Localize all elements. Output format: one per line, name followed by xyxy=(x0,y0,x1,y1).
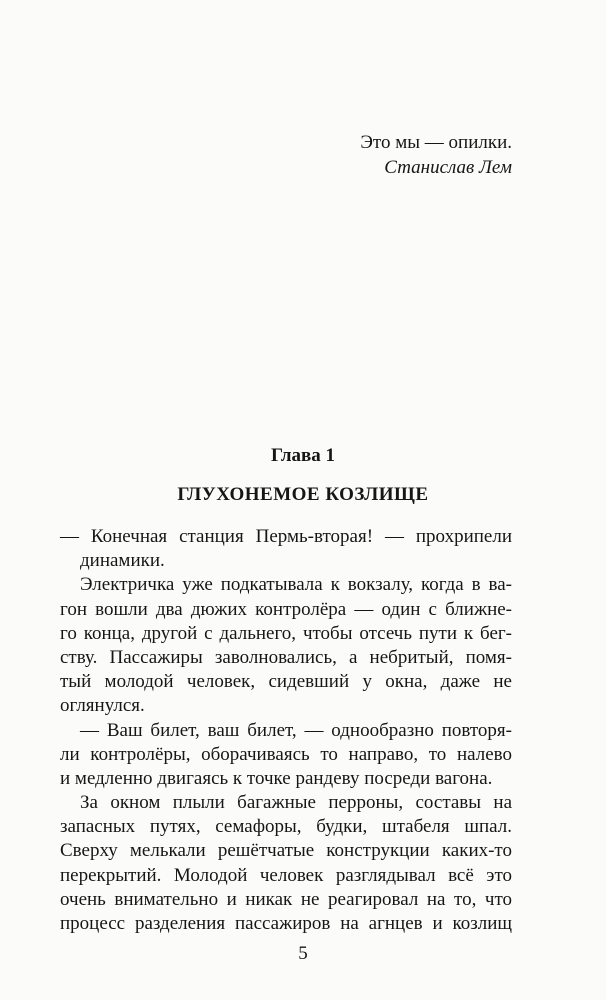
chapter-number: Глава 1 xyxy=(270,445,336,466)
paragraph xyxy=(60,719,512,792)
text-line: Сверху мелькали решётчатые конструкции каких-то xyxy=(60,840,512,862)
text-line: гон вошли два дюжих контролёра — один с ближне- xyxy=(60,598,512,620)
page-number: 5 xyxy=(298,943,308,964)
text-line: процесс разделения пассажиров на агнцев и козлищ xyxy=(60,913,512,934)
epigraph-quote: Это мы — опилки. xyxy=(360,132,512,153)
chapter-body xyxy=(60,525,512,936)
epigraph xyxy=(360,130,512,180)
text-line: запасных путях, семафоры, будки, штабеля шпал. xyxy=(60,816,512,838)
text-line: очень внимательно и никак не реагировал на то, что xyxy=(60,888,512,910)
text-line: тый молодой человек, сидевший у окна, даже не xyxy=(60,671,512,693)
text-line: Электричка уже подкатывала к вокзалу, когда в ва- xyxy=(80,574,512,596)
text-line: го конца, другой с дальнего, чтобы отсечь пути к бег- xyxy=(60,622,512,644)
text-line: — Конечная станция Пермь-вторая! — прохрипели xyxy=(60,526,512,547)
text-line: ли контролёры, оборачиваясь то направо, то налево xyxy=(60,743,512,765)
text-line: ству. Пассажиры заволновались, а небритый, помя- xyxy=(60,646,512,668)
text-line: и медленно двигаясь к точке рандеву посреди вагона. xyxy=(60,767,493,789)
text-line: перекрытий. Молодой человек разглядывал всё это xyxy=(60,864,512,886)
epigraph-author: Станислав Лем xyxy=(384,157,512,178)
text-line: динамики. xyxy=(80,550,165,572)
text-line: оглянулся. xyxy=(60,695,145,717)
paragraph xyxy=(60,573,512,718)
paragraph xyxy=(60,791,512,936)
text-line: — Ваш билет, ваш билет, — однообразно повторя- xyxy=(80,719,512,741)
paragraph xyxy=(60,525,512,573)
chapter-title: ГЛУХОНЕМОЕ КОЗЛИЩЕ xyxy=(177,484,429,505)
text-line: За окном плыли багажные перроны, составы на xyxy=(80,792,512,814)
